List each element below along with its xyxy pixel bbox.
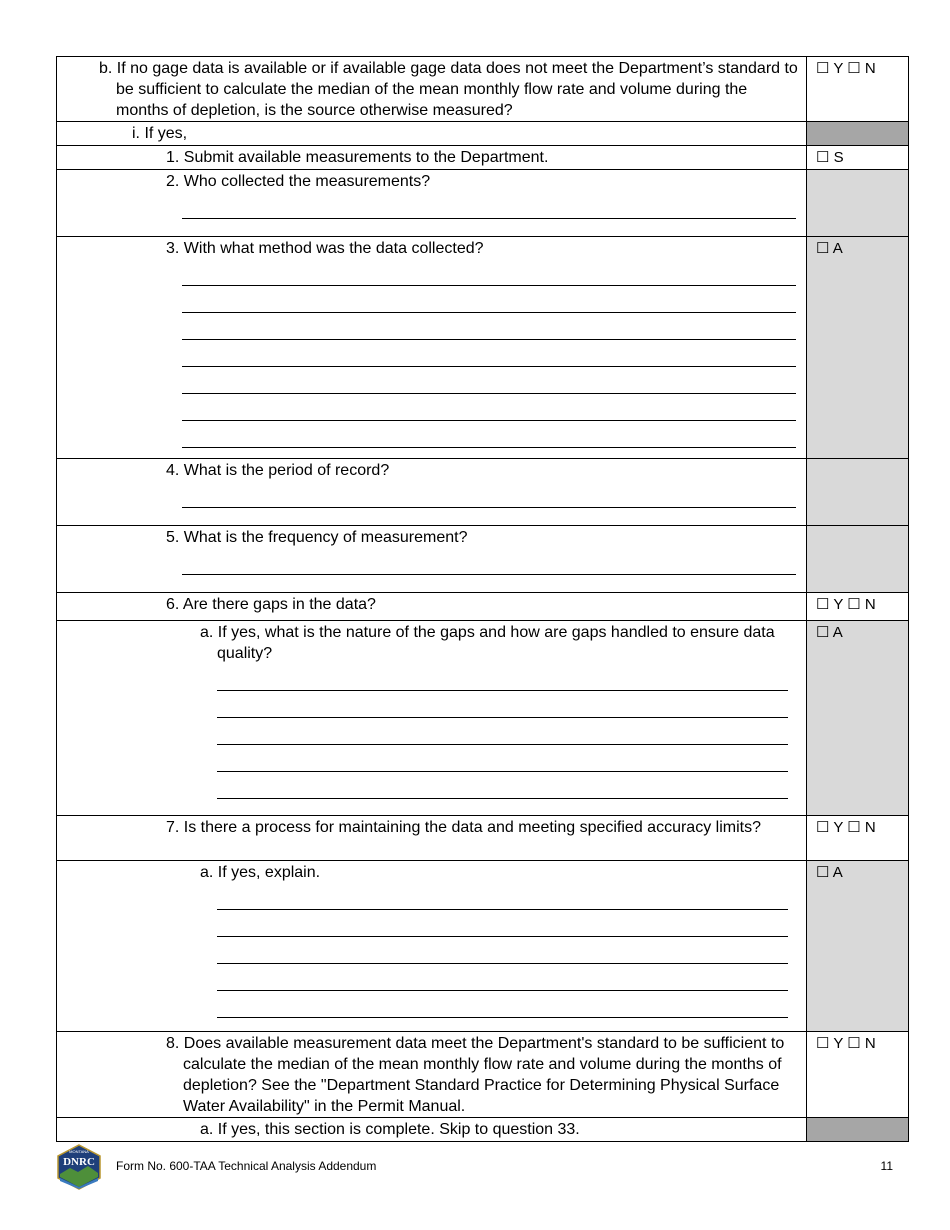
answer-line[interactable] <box>182 286 796 313</box>
answer-cell-disabled <box>807 1118 909 1142</box>
form-table <box>56 56 909 1142</box>
page-number: 11 <box>880 1159 893 1173</box>
question-cell <box>57 146 807 170</box>
question-7a: a. If yes, explain. <box>200 864 321 881</box>
answer-line[interactable] <box>217 910 788 937</box>
table-row <box>57 57 909 122</box>
answer-line[interactable] <box>182 394 796 421</box>
answer-line[interactable] <box>182 259 796 286</box>
question-cell <box>57 459 807 526</box>
table-row <box>57 146 909 170</box>
answer-line[interactable] <box>217 718 788 745</box>
table-row <box>57 459 909 526</box>
answer-cell[interactable] <box>807 237 909 459</box>
answer-line[interactable] <box>217 772 788 799</box>
question-1: 1. Submit available measurements to the Department. <box>166 149 549 166</box>
table-row <box>57 526 909 593</box>
dnrc-logo <box>56 1144 102 1190</box>
table-row <box>57 1032 909 1118</box>
answer-cell[interactable] <box>807 1032 909 1118</box>
question-cell <box>57 861 807 1032</box>
yes-no-checkboxes[interactable]: ☐ Y ☐ N <box>816 819 876 836</box>
answer-line[interactable] <box>182 340 796 367</box>
question-4: 4. What is the period of record? <box>166 462 390 479</box>
answer-cell[interactable] <box>807 146 909 170</box>
table-row <box>57 170 909 237</box>
table-row <box>57 122 909 146</box>
answer-line[interactable] <box>217 664 788 691</box>
question-cell <box>57 621 807 816</box>
table-row <box>57 237 909 459</box>
answer-line[interactable] <box>182 192 796 219</box>
question-7: 7. Is there a process for maintaining the data and meeting specified accuracy limits? <box>166 819 761 836</box>
question-5: 5. What is the frequency of measurement? <box>166 529 468 546</box>
answer-cell[interactable] <box>807 621 909 816</box>
answer-line[interactable] <box>217 691 788 718</box>
question-cell <box>57 1118 807 1142</box>
page-footer <box>56 1144 895 1190</box>
table-row <box>57 593 909 621</box>
svg-text:MONTANA: MONTANA <box>69 1149 89 1154</box>
answer-line[interactable] <box>217 937 788 964</box>
table-row <box>57 621 909 816</box>
answer-cell-shaded <box>807 170 909 237</box>
question-cell <box>57 526 807 593</box>
question-b: b. If no gage data is available or if available gage data does not meet the Department’s standard to be sufficient to calculate the median of the mean monthly flow rate and volume during the months of depletion, is the source otherwise measured? <box>99 60 798 119</box>
yes-no-checkboxes[interactable]: ☐ Y ☐ N <box>816 596 876 613</box>
answer-cell[interactable] <box>807 593 909 621</box>
answer-line[interactable] <box>217 745 788 772</box>
question-cell <box>57 1032 807 1118</box>
answer-line[interactable] <box>182 548 796 575</box>
question-cell <box>57 57 807 122</box>
answer-cell-shaded <box>807 526 909 593</box>
table-row <box>57 816 909 861</box>
answer-cell[interactable] <box>807 816 909 861</box>
answer-line[interactable] <box>182 421 796 448</box>
question-cell <box>57 593 807 621</box>
question-cell <box>57 237 807 459</box>
question-6a: a. If yes, what is the nature of the gaps and how are gaps handled to ensure data quality? <box>200 624 775 662</box>
question-8: 8. Does available measurement data meet the Department's standard to be sufficient to calculate the median of the mean monthly flow rate and volume during the months of depletion? See the "Department Standard Practice for Determining Physical Surface Water Availability" in the Permit Manual. <box>166 1035 785 1115</box>
answer-cell[interactable] <box>807 861 909 1032</box>
answer-cell-disabled <box>807 122 909 146</box>
submit-checkbox[interactable]: ☐ S <box>816 149 844 166</box>
attach-checkbox[interactable]: ☐ A <box>816 864 843 881</box>
question-cell <box>57 170 807 237</box>
question-cell <box>57 816 807 861</box>
answer-line[interactable] <box>217 883 788 910</box>
table-row <box>57 861 909 1032</box>
question-3: 3. With what method was the data collected? <box>166 240 484 257</box>
table-row <box>57 1118 909 1142</box>
yes-no-checkboxes[interactable]: ☐ Y ☐ N <box>816 1035 876 1052</box>
question-2: 2. Who collected the measurements? <box>166 173 431 190</box>
attach-checkbox[interactable]: ☐ A <box>816 624 843 641</box>
question-6: 6. Are there gaps in the data? <box>166 596 376 613</box>
answer-line[interactable] <box>182 481 796 508</box>
answer-line[interactable] <box>182 367 796 394</box>
yes-no-checkboxes[interactable]: ☐ Y ☐ N <box>816 60 876 77</box>
answer-line[interactable] <box>217 991 788 1018</box>
attach-checkbox[interactable]: ☐ A <box>816 240 843 257</box>
question-i: i. If yes, <box>132 125 188 142</box>
answer-cell[interactable] <box>807 57 909 122</box>
answer-cell-shaded <box>807 459 909 526</box>
answer-line[interactable] <box>182 313 796 340</box>
form-label: Form No. 600-TAA Technical Analysis Addendum <box>116 1159 377 1173</box>
svg-text:DNRC: DNRC <box>63 1156 95 1168</box>
question-cell <box>57 122 807 146</box>
question-8a: a. If yes, this section is complete. Skip to question 33. <box>200 1121 580 1138</box>
answer-line[interactable] <box>217 964 788 991</box>
